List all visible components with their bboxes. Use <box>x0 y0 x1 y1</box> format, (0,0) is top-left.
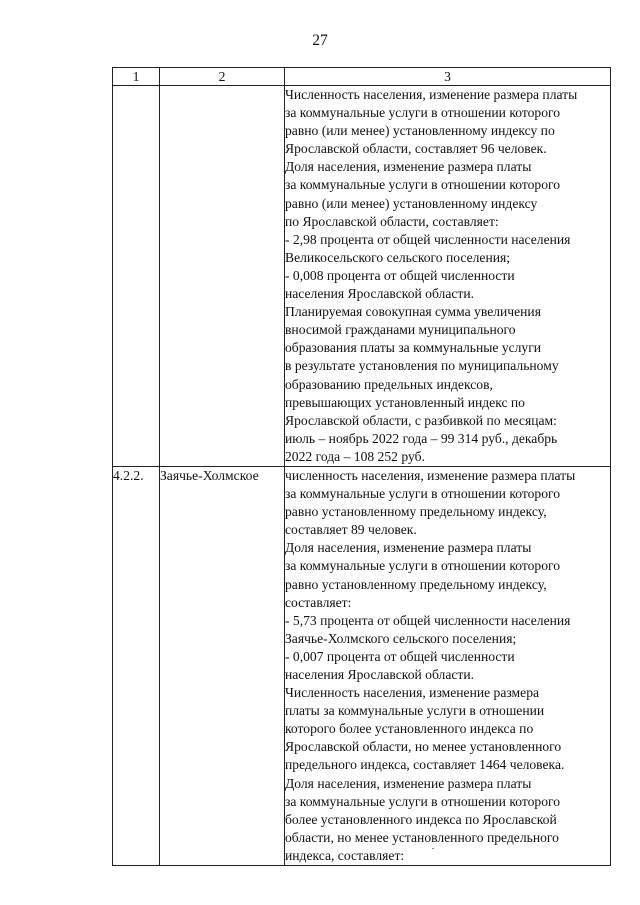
text-line: равно (или менее) установленному индексу <box>285 195 538 211</box>
text-line: индекса, составляет: <box>285 847 405 863</box>
text-line: - 0,008 процента от общей численности <box>285 267 515 283</box>
text-line: численность населения, изменение размера платы <box>285 467 576 483</box>
text-line: по Ярославской области, составляет: <box>285 213 499 229</box>
text-line: равно (или менее) установленному индексу по <box>285 123 555 139</box>
column-header-3: 3 <box>285 68 611 86</box>
text-line: равно установленному предельному индексу, <box>285 576 547 592</box>
text-line: образованию предельных индексов, <box>285 376 493 392</box>
text-line: - 0,007 процента от общей численности <box>285 648 515 664</box>
text-line: Доля населения, изменение размера платы <box>285 775 532 791</box>
text-line: Заячье-Холмского сельского поселения; <box>285 630 517 646</box>
text-line: платы за коммунальные услуги в отношении <box>285 703 545 719</box>
text-line: Великосельского сельского поселения; <box>285 249 511 265</box>
description-cell <box>285 466 611 865</box>
scan-speck <box>432 848 434 849</box>
document-table <box>112 67 611 866</box>
column-header-2: 2 <box>160 68 285 86</box>
text-line: предельного индекса, составляет 1464 человека. <box>285 757 565 773</box>
text-line: которого более установленного индекса по <box>285 721 534 737</box>
text-line: за коммунальные услуги в отношении которого <box>285 177 561 193</box>
text-line: Численность населения, изменение размера <box>285 685 540 701</box>
text-line: населения Ярославской области. <box>285 667 475 682</box>
text-line: за коммунальные услуги в отношении которого <box>285 558 561 574</box>
text-line: Планируемая совокупная сумма увеличения <box>285 304 541 320</box>
text-line: Ярославской области, но менее установленного <box>285 739 562 755</box>
text-line: Доля населения, изменение размера платы <box>285 540 532 556</box>
table-row <box>113 86 611 467</box>
text-line: - 5,73 процента от общей численности населения <box>285 612 571 628</box>
row-number-cell <box>113 86 160 467</box>
text-line: превышающих установленный индекс по <box>285 394 525 410</box>
text-line: Доля населения, изменение размера платы <box>285 159 532 175</box>
table-header-row <box>113 68 611 86</box>
text-line: за коммунальные услуги в отношении которого <box>285 105 561 121</box>
text-line: более установленного индекса по Ярославской <box>285 811 557 827</box>
text-line: вносимой гражданами муниципального <box>285 322 516 338</box>
text-line: за коммунальные услуги в отношении которого <box>285 793 561 809</box>
text-line: Численность населения, изменение размера платы <box>285 87 578 102</box>
text-line: в результате установления по муниципальному <box>285 358 559 374</box>
text-line: Ярославской области, составляет 96 человек. <box>285 141 547 157</box>
text-line: области, но менее установленного предельного <box>285 829 559 845</box>
text-line: - 2,98 процента от общей численности населения <box>285 231 571 247</box>
text-line: составляет: <box>285 594 352 610</box>
table-row <box>113 466 611 865</box>
settlement-name-cell <box>160 86 285 467</box>
text-line: составляет 89 человек. <box>285 522 417 538</box>
text-line: июль – ноябрь 2022 года – 99 314 руб., декабрь <box>285 430 558 446</box>
row-number-cell: 4.2.2. <box>113 466 160 865</box>
description-cell <box>285 86 611 467</box>
text-line: образования платы за коммунальные услуги <box>285 340 542 356</box>
text-line: 2022 года – 108 252 руб. <box>285 448 425 464</box>
settlement-name-cell: Заячье-Холмское <box>160 466 285 865</box>
text-line: за коммунальные услуги в отношении которого <box>285 486 561 502</box>
column-header-1: 1 <box>113 68 160 86</box>
text-line: равно установленному предельному индексу, <box>285 504 547 520</box>
page-number: 27 <box>312 32 328 49</box>
text-line: Ярославской области, с разбивкой по месяцам: <box>285 412 557 428</box>
text-line: населения Ярославской области. <box>285 286 475 302</box>
